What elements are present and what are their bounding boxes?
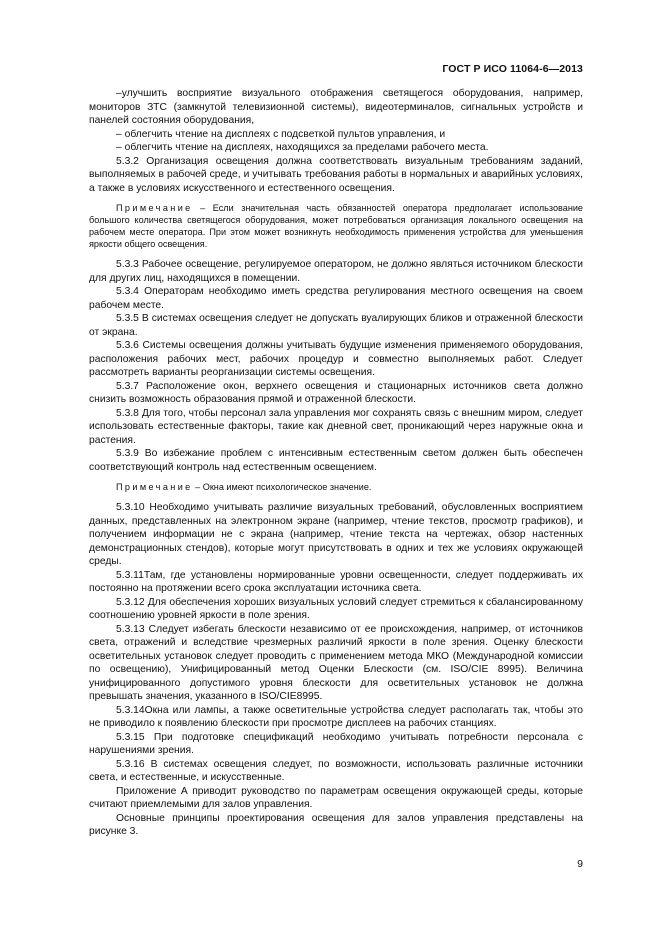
clause-5-3-5: 5.3.5 В системах освещения следует не допускать вуалирующих бликов и отраженной блескости от экрана. bbox=[89, 313, 583, 338]
note-label: Примечание bbox=[116, 482, 193, 492]
clause-5-3-6: 5.3.6 Системы освещения должны учитывать будущие изменения применяемого оборудования, расположения рабочих мест, рабочих процедур и совместно выполняемых работ. Следует рассмотреть варианты реорганизации системы освещения. bbox=[89, 340, 583, 378]
clause-5-3-15: 5.3.15 При подготовке спецификаций необходимо учитывать потребности персонала с нарушениями зрения. bbox=[89, 731, 583, 756]
note-paragraph bbox=[89, 481, 583, 493]
note-paragraph bbox=[89, 202, 583, 250]
note-text: – Если значительная часть обязанностей оператора предполагает использование большого количества светящегося оборудования, может потребоваться организация локального освещения на рабочем месте оператора. При этом может возникнуть необходимость применения устройства для уменьшения яркости общего освещения. bbox=[89, 203, 583, 249]
note-label: Примечание bbox=[116, 203, 193, 213]
figure-reference-paragraph: Основные принципы проектирования освещения для залов управления представлены на рисунке 3. bbox=[89, 812, 583, 837]
paragraph-intro-bullet: –улучшить восприятие визуального отображения светящегося оборудования, например, мониторов ЗТС (замкнутой телевизионной системы), видеотерминалов, сигнальных устройств и панелей состояния оборудования, bbox=[89, 88, 583, 126]
clause-5-3-9: 5.3.9 Во избежание проблем с интенсивным естественным светом должен быть обеспечен соответствующий контроль над естественным освещением. bbox=[89, 448, 583, 473]
standard-code-header: ГОСТ Р ИСО 11064-6—2013 bbox=[442, 63, 583, 75]
clause-5-3-8: 5.3.8 Для того, чтобы персонал зала управления мог сохранять связь с внешним миром, следует использовать естественные факторы, такие как дневной свет, проникающий через наружные окна и растения. bbox=[89, 407, 583, 446]
clause-5-3-12: 5.3.12 Для обеспечения хороших визуальных условий следует стремиться к сбалансированному соотношению уровней яркости в поле зрения. bbox=[89, 596, 583, 621]
clause-5-3-16: 5.3.16 В системах освещения следует, по возможности, использовать различные источники света, и естественные, и искусственные. bbox=[89, 758, 583, 783]
annex-reference-paragraph: Приложение А приводит руководство по параметрам освещения окружающей среды, которые считают приемлемыми для залов управления. bbox=[89, 785, 583, 810]
clause-5-3-10: 5.3.10 Необходимо учитывать различие визуальных требований, обусловленных восприятием данных, представленных на электронном экране (например, чтение текстов, просмотр графиков), и получением информации не с экрана (например, чтение текста на чертежах, обзор настенных демонстрационных стендов), которые могут присутствовать в одних и тех же условиях окружающей среды. bbox=[89, 502, 583, 567]
page-number: 9 bbox=[577, 858, 583, 870]
clause-5-3-14: 5.3.14Окна или лампы, а также осветительные устройства следует располагать так, чтобы это не приводило к появлению блескости при просмотре дисплеев на рабочих станциях. bbox=[89, 704, 583, 729]
clause-5-3-2: 5.3.2 Организация освещения должна соответствовать визуальным требованиям заданий, выполняемых в рабочей среде, и учитывать требования работы в нормальных и аварийных условиях, а также в условиях искусственного и естественного освещения. bbox=[89, 155, 583, 194]
paragraph-bullet: – облегчить чтение на дисплеях с подсветкой пультов управления, и bbox=[116, 128, 446, 140]
note-text: – Окна имеют психологическое значение. bbox=[192, 482, 372, 492]
clause-5-3-7: 5.3.7 Расположение окон, верхнего освещения и стационарных источников света должно снизить возможность образования прямой и отраженной блескости. bbox=[89, 380, 583, 405]
clause-5-3-11: 5.3.11Там, где установлены нормированные уровни освещенности, следует поддерживать их постоянно на протяжении всего срока эксплуатации источника света. bbox=[89, 569, 583, 594]
clause-5-3-3: 5.3.3 Рабочее освещение, регулируемое оператором, не должно являться источником блескости для других лиц, находящихся в помещении. bbox=[89, 259, 583, 284]
paragraph-bullet: – облегчить чтение на дисплеях, находящихся за пределами рабочего места. bbox=[116, 142, 489, 153]
clause-5-3-4: 5.3.4 Операторам необходимо иметь средства регулирования местного освещения на своем рабочем месте. bbox=[89, 286, 583, 311]
clause-5-3-13: 5.3.13 Следует избегать блескости независимо от ее происхождения, например, от источников света, отражений и вследствие чрезмерных различий яркости в поле зрения. Оценку блескости осветительных установок следует проводить с применением метода МКО (Международной комиссии по освещению), Унифицированный метод Оценки Блескости (см. ISO/CIE 8995). Величина унифицированного допустимого уровня блескости для осветительных установок не должна превышать значения, указанного в ISO/CIE8995. bbox=[89, 623, 583, 702]
document-body bbox=[89, 87, 583, 839]
